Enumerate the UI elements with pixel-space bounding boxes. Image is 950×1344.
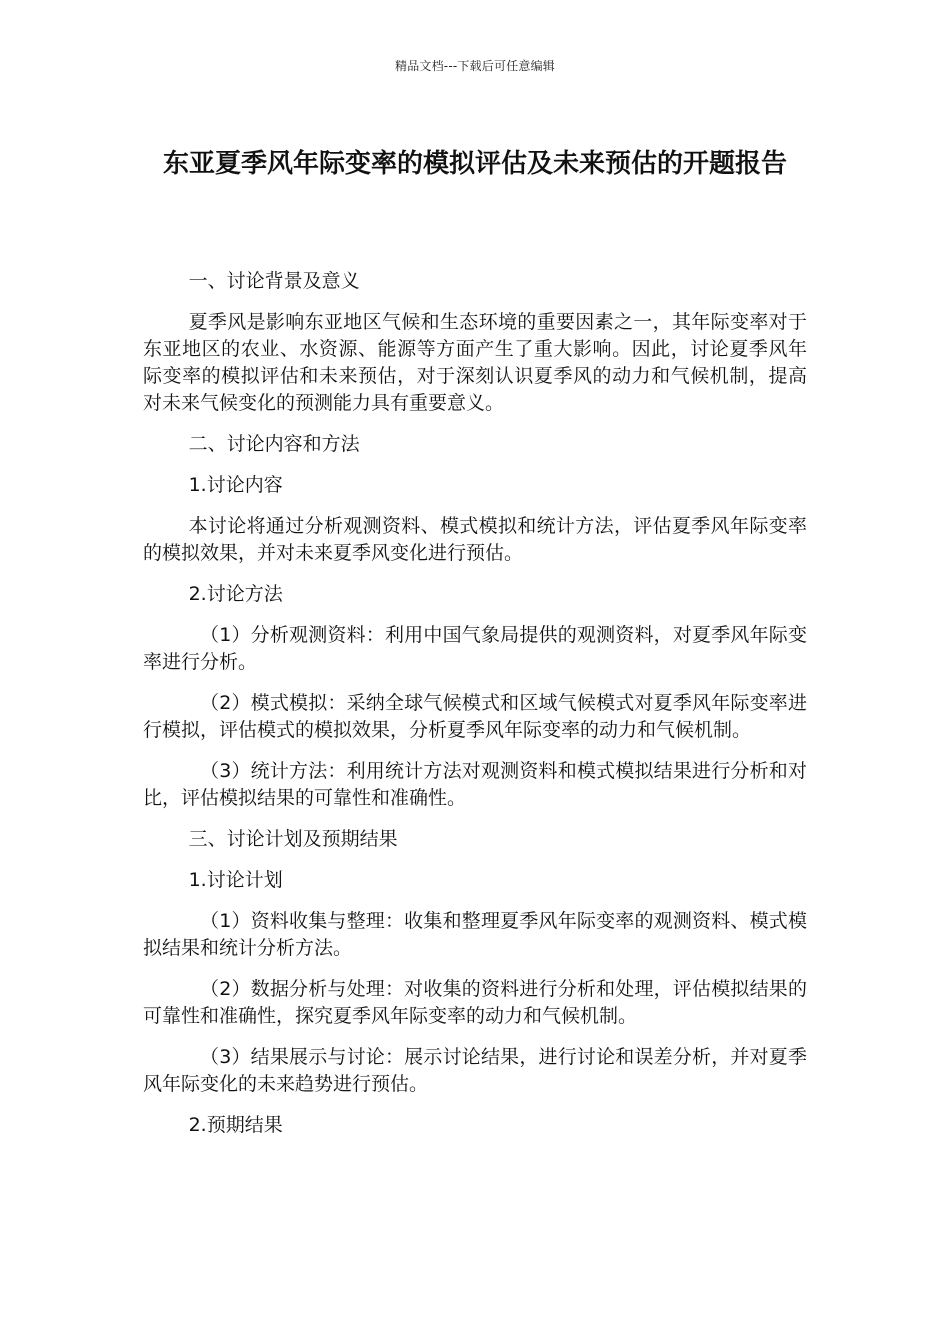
method-item-1: （1）分析观测资料：利用中国气象局提供的观测资料，对夏季风年际变率进行分析。 [143, 624, 807, 673]
subheading-research-content: 1.讨论内容 [188, 474, 283, 496]
subheading-expected-results: 2.预期结果 [188, 1114, 283, 1136]
subheading-research-methods: 2.讨论方法 [188, 583, 283, 605]
plan-item-2: （2）数据分析与处理：对收集的资料进行分析和处理，评估模拟结果的可靠性和准确性，探究夏季风年际变率的动力和气候机制。 [143, 978, 807, 1027]
document-title: 东亚夏季风年际变率的模拟评估及未来预估的开题报告 [162, 149, 787, 179]
method-item-3: （3）统计方法：利用统计方法对观测资料和模式模拟结果进行分析和对比，评估模拟结果的可靠性和准确性。 [143, 760, 807, 809]
section-heading-2: 二、讨论内容和方法 [188, 433, 360, 455]
paragraph-background: 夏季风是影响东亚地区气候和生态环境的重要因素之一，其年际变率对于东亚地区的农业、水资源、能源等方面产生了重大影响。因此，讨论夏季风年际变率的模拟评估和未来预估，对于深刻认识夏季风的动力和气候机制，提高对未来气候变化的预测能力具有重要意义。 [143, 311, 807, 414]
plan-item-3: （3）结果展示与讨论：展示讨论结果，进行讨论和误差分析，并对夏季风年际变化的未来趋势进行预估。 [143, 1046, 807, 1095]
method-item-2: （2）模式模拟：采纳全球气候模式和区域气候模式对夏季风年际变率进行模拟，评估模式的模拟效果，分析夏季风年际变率的动力和气候机制。 [143, 692, 807, 741]
document-body [143, 268, 807, 1153]
plan-item-1: （1）资料收集与整理：收集和整理夏季风年际变率的观测资料、模式模拟结果和统计分析方法。 [143, 910, 807, 959]
section-heading-1: 一、讨论背景及意义 [188, 270, 360, 292]
subheading-research-plan: 1.讨论计划 [188, 869, 283, 891]
section-heading-3: 三、讨论计划及预期结果 [188, 828, 398, 850]
page-header-note: 精品文档---下载后可任意编辑 [395, 59, 555, 73]
paragraph-research-content: 本讨论将通过分析观测资料、模式模拟和统计方法，评估夏季风年际变率的模拟效果，并对未来夏季风变化进行预估。 [143, 515, 807, 564]
